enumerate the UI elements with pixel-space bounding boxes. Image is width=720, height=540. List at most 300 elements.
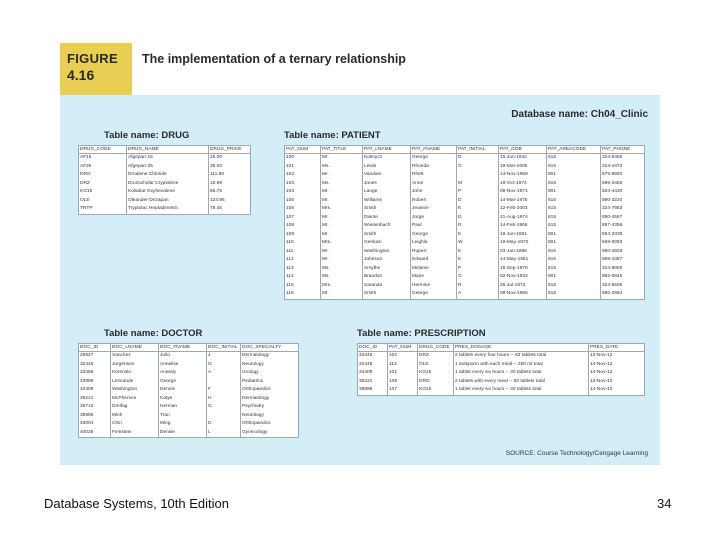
prescription-table-row xyxy=(358,378,645,387)
patient-table-cell: D xyxy=(457,214,499,223)
doctor-table-cell: 33456 xyxy=(79,369,111,378)
patient-table-cell: Smith xyxy=(363,205,411,214)
patient-table-cell: Saranda xyxy=(363,282,411,291)
drug-table-name: Table name: DRUG xyxy=(104,130,190,141)
doctor-table-cell: Jorgensen xyxy=(111,361,159,370)
patient-table-cell: 324-9006 xyxy=(601,265,645,274)
patient-table-cell: 14-May-1961 xyxy=(499,256,547,265)
patient-table-cell: 890-2984 xyxy=(601,290,645,299)
patient-table-cell: 12-Feb-2003 xyxy=(499,205,547,214)
patient-table-cell: Wiesenbach xyxy=(363,222,411,231)
doctor-table-cell: Orthopaedics xyxy=(241,386,299,395)
patient-table-cell: Mr. xyxy=(321,171,363,180)
patient-table-cell: 898-4387 xyxy=(601,256,645,265)
doctor-table-row xyxy=(79,395,299,404)
patient-table-row xyxy=(285,163,645,172)
patient-table-cell: 324-5456 xyxy=(601,154,645,163)
patient-table-cell: 324-7883 xyxy=(601,205,645,214)
prescription-table-cell: 2 tablets with every meal -- 60 tablets total xyxy=(454,378,589,387)
patient-table-cell: Leighla xyxy=(411,239,457,248)
doctor-column-header: DOC_ID xyxy=(79,344,111,352)
doctor-table-cell: McPherson xyxy=(111,395,159,404)
patient-table-row xyxy=(285,180,645,189)
drug-table-cell: Droalene Chloride xyxy=(127,171,209,180)
patient-table-cell: R xyxy=(457,282,499,291)
patient-table-cell: 890-3220 xyxy=(601,197,645,206)
prescription-table-cell: 109 xyxy=(388,378,418,387)
drug-table-row xyxy=(79,163,251,172)
patient-table-row xyxy=(285,273,645,282)
doctor-table-cell: 29827 xyxy=(79,352,111,361)
patient-column-header: PAT_DOB xyxy=(499,146,547,154)
doctor-table-row xyxy=(79,378,299,387)
patient-table-cell: 08-Nov-1971 xyxy=(499,188,547,197)
doctor-table-cell: Herman xyxy=(159,403,207,412)
patient-table-row xyxy=(285,265,645,274)
doctor-table-cell: 36712 xyxy=(79,403,111,412)
patient-table-cell: E xyxy=(457,256,499,265)
patient-table-cell: Ms. xyxy=(321,265,363,274)
prescription-column-header: DOC_ID xyxy=(358,344,388,352)
patient-table-cell: 108 xyxy=(285,222,321,231)
doctor-table-cell: 38995 xyxy=(79,412,111,421)
patient-table-cell: D xyxy=(457,197,499,206)
drug-table-row xyxy=(79,197,251,206)
patient-column-header: PAT_AREACODE xyxy=(547,146,601,154)
doctor-table-cell: George xyxy=(159,378,207,387)
patient-table-cell: Mrs. xyxy=(321,282,363,291)
patient-table-cell: 101 xyxy=(285,163,321,172)
patient-table-cell: K xyxy=(457,205,499,214)
doctor-table-cell: Minh xyxy=(111,412,159,421)
prescription-table-cell: KO15 xyxy=(418,386,454,395)
doctor-table-cell: 40028 xyxy=(79,429,111,438)
patient-table-name: Table name: PATIENT xyxy=(284,130,381,141)
doctor-table-row xyxy=(79,352,299,361)
patient-table-cell: Mrs. xyxy=(321,239,363,248)
doctor-table-cell: Denise xyxy=(159,429,207,438)
patient-table-cell: 898-3456 xyxy=(601,180,645,189)
patient-table-cell: 882-0845 xyxy=(601,273,645,282)
patient-table-cell: 100 xyxy=(285,154,321,163)
doctor-table-cell: J xyxy=(207,352,241,361)
drug-column-header: DRUG_CODE xyxy=(79,146,127,154)
drug-table-cell: AF15 xyxy=(79,154,127,163)
figure-label-number: 4.16 xyxy=(67,67,95,83)
drug-table-cell: Tryptolac Heptadimetric xyxy=(127,205,209,214)
doctor-table-cell: Gynecology xyxy=(241,429,299,438)
drug-table-cell: Koliabar Oxyhexalene xyxy=(127,188,209,197)
patient-column-header: PAT_PHONE xyxy=(601,146,645,154)
patient-table-cell: Rupert xyxy=(411,248,457,257)
patient-table-cell: P xyxy=(457,188,499,197)
doctor-table-cell: 36221 xyxy=(79,395,111,404)
prescription-table-cell: 113 xyxy=(388,361,418,370)
patient-table-cell: 890-4925 xyxy=(601,248,645,257)
patient-table-cell: 112 xyxy=(285,256,321,265)
patient-table-cell: Mr. xyxy=(321,188,363,197)
doctor-table-cell: Katye xyxy=(159,395,207,404)
patient-table-cell: Jorge xyxy=(411,214,457,223)
patient-table-cell: G xyxy=(457,163,499,172)
patient-table-cell: M xyxy=(457,180,499,189)
patient-table-cell: 615 xyxy=(547,290,601,299)
doctor-table-cell: 34409 xyxy=(79,386,111,395)
patient-table-cell: Mrs. xyxy=(321,205,363,214)
patient-table-cell: 615 xyxy=(547,154,601,163)
doctor-table-cell: Sanchez xyxy=(111,352,159,361)
drug-table-cell: DRO xyxy=(79,171,127,180)
patient-table-cell: Smythe xyxy=(363,265,411,274)
patient-table-cell: Mr. xyxy=(321,290,363,299)
patient-table-cell: Lange xyxy=(363,188,411,197)
figure-source: SOURCE: Course Technology/Cengage Learning xyxy=(505,450,648,457)
patient-table-cell: 615 xyxy=(547,248,601,257)
patient-table-cell: 324-5505 xyxy=(601,282,645,291)
doctor-column-header: DOC_SPECIALTY xyxy=(241,344,299,352)
patient-table-cell: 504-3339 xyxy=(601,231,645,240)
patient-table-cell: Washington xyxy=(363,248,411,257)
prescription-table-cell: 32445 xyxy=(358,361,388,370)
patient-table-row xyxy=(285,239,645,248)
patient-table-cell: Anne xyxy=(411,180,457,189)
doctor-table-cell: Pediatrics xyxy=(241,378,299,387)
figure-panel xyxy=(60,43,660,465)
doctor-table-row xyxy=(79,361,299,370)
doctor-table-row xyxy=(79,429,299,438)
patient-table-cell: 113 xyxy=(285,265,321,274)
patient-table-row xyxy=(285,222,645,231)
patient-table-row xyxy=(285,214,645,223)
patient-table-cell: 21-Aug-1974 xyxy=(499,214,547,223)
doctor-table-cell: Orthopaedics xyxy=(241,420,299,429)
prescription-table-row xyxy=(358,386,645,395)
patient-table-cell: 105 xyxy=(285,197,321,206)
prescription-table-name: Table name: PRESCRIPTION xyxy=(357,328,486,339)
patient-table-cell: 901 xyxy=(547,239,601,248)
doctor-table-cell xyxy=(207,412,241,421)
patient-table-cell: 504-4430 xyxy=(601,188,645,197)
drug-table-row xyxy=(79,171,251,180)
patient-table-cell: Edward xyxy=(411,256,457,265)
prescription-table-cell: DRO xyxy=(418,378,454,387)
patient-table-cell: 675-8993 xyxy=(601,171,645,180)
doctor-table-cell: H xyxy=(207,395,241,404)
prescription-table-cell: 1 tablet every six hours -- 30 tablets total xyxy=(454,369,589,378)
drug-table-cell: Druzocholar Cryptolene xyxy=(127,180,209,189)
doctor-column-header: DOC_INITIAL xyxy=(207,344,241,352)
prescription-table-cell: 14-Nov-12 xyxy=(589,386,645,395)
doctor-table-cell: Neurology xyxy=(241,412,299,421)
patient-table-cell: K xyxy=(457,231,499,240)
figure-header xyxy=(60,43,660,95)
prescription-table-cell: 107 xyxy=(388,386,418,395)
patient-table-cell: D xyxy=(457,154,499,163)
doctor-column-header: DOC_LNAME xyxy=(111,344,159,352)
drug-table-cell: TRYP xyxy=(79,205,127,214)
patient-column-header: PAT_LNAME xyxy=(363,146,411,154)
prescription-table-cell: 32445 xyxy=(358,352,388,361)
patient-table-cell: P xyxy=(457,265,499,274)
drug-table-cell: 111.89 xyxy=(209,171,251,180)
patient-table-cell: 02-Nov-1932 xyxy=(499,273,547,282)
patient-table-cell: George xyxy=(411,290,457,299)
patient-table-cell: 615 xyxy=(547,222,601,231)
patient-table-row xyxy=(285,290,645,299)
patient-table-row xyxy=(285,171,645,180)
drug-table-cell: Afgepan-25 xyxy=(127,163,209,172)
patient-table-cell: 615 xyxy=(547,214,601,223)
doctor-table-cell: Dermatology xyxy=(241,395,299,404)
patient-table-cell: 18-Jun-1961 xyxy=(499,231,547,240)
doctor-table-cell: D xyxy=(207,420,241,429)
figure-label-box xyxy=(60,43,132,95)
patient-table-cell: 615 xyxy=(547,205,601,214)
patient-table-cell: Mr. xyxy=(321,197,363,206)
patient-table-cell: George xyxy=(411,231,457,240)
patient-table-cell: Mr. xyxy=(321,231,363,240)
patient-table-cell: 897-4358 xyxy=(601,222,645,231)
drug-table-row xyxy=(79,205,251,214)
drug-table-cell: Afgepan-15 xyxy=(127,154,209,163)
drug-table-cell: Oleander-Drizapan xyxy=(127,197,209,206)
patient-table-cell: John xyxy=(411,188,457,197)
patient-table-cell: Hermine xyxy=(411,282,457,291)
patient-table-cell: 901 xyxy=(547,171,601,180)
doctor-table-cell: Julio xyxy=(159,352,207,361)
patient-table-cell: 901 xyxy=(547,273,601,282)
drug-column-header: DRUG_NAME xyxy=(127,146,209,154)
patient-table-cell: 901 xyxy=(547,188,601,197)
patient-table-cell: 19-Mar-2005 xyxy=(499,163,547,172)
drug-table-cell: OLE xyxy=(79,197,127,206)
patient-table-cell: 109 xyxy=(285,231,321,240)
patient-table-row xyxy=(285,197,645,206)
patient-table-cell: 15-Sep-1970 xyxy=(499,265,547,274)
patient-table-cell: 16-Oct-1974 xyxy=(499,180,547,189)
patient-table-cell xyxy=(457,171,499,180)
drug-table xyxy=(78,145,251,215)
patient-table-cell: Jones xyxy=(363,180,411,189)
patient-table-cell: Melanie xyxy=(411,265,457,274)
prescription-table-cell: 12-Nov-12 xyxy=(589,352,645,361)
patient-table-cell: 110 xyxy=(285,239,321,248)
doctor-table-row xyxy=(79,420,299,429)
prescription-table-cell: 34409 xyxy=(358,369,388,378)
doctor-table-cell: Dermatology xyxy=(241,352,299,361)
patient-table-cell: Williams xyxy=(363,197,411,206)
doctor-table-cell: L xyxy=(207,429,241,438)
patient-column-header: PAT_INITIAL xyxy=(457,146,499,154)
patient-table-cell: 615 xyxy=(547,265,601,274)
prescription-table-cell: 2 tablets every four hours -- 50 tablets total xyxy=(454,352,589,361)
patient-table-cell: 114 xyxy=(285,273,321,282)
prescription-column-header: PAT_NUM xyxy=(388,344,418,352)
patient-table-cell: Mr. xyxy=(321,256,363,265)
patient-table-cell: Rhonda xyxy=(411,163,457,172)
doctor-table-cell: Annelise xyxy=(159,361,207,370)
doctor-table-cell: Dennis xyxy=(159,386,207,395)
patient-table-cell: R xyxy=(457,222,499,231)
patient-table-cell: 103 xyxy=(285,180,321,189)
patient-table-cell: G xyxy=(457,273,499,282)
patient-table-cell: 14-Mar-1975 xyxy=(499,197,547,206)
doctor-table xyxy=(78,343,299,438)
doctor-table-cell: Washington xyxy=(111,386,159,395)
patient-table-cell: 14-Nov-1958 xyxy=(499,171,547,180)
patient-table-cell: Ms. xyxy=(321,273,363,282)
drug-table-cell: 18.99 xyxy=(209,180,251,189)
doctor-table-cell: Dreifag xyxy=(111,403,159,412)
doctor-table-cell xyxy=(207,378,241,387)
doctor-table-cell: Urology xyxy=(241,369,299,378)
drug-table-row xyxy=(79,154,251,163)
patient-table-row xyxy=(285,256,645,265)
drug-table-cell: 25.00 xyxy=(209,154,251,163)
drug-table-cell: 79.45 xyxy=(209,205,251,214)
patient-table-row xyxy=(285,205,645,214)
drug-table-row xyxy=(79,188,251,197)
patient-table-cell: 14-Feb-1966 xyxy=(499,222,547,231)
patient-table-cell: Marie xyxy=(411,273,457,282)
doctor-table-cell: 32445 xyxy=(79,361,111,370)
prescription-table-cell: 14-Nov-12 xyxy=(589,361,645,370)
patient-table-cell: 615 xyxy=(547,197,601,206)
patient-table-cell: 116 xyxy=(285,290,321,299)
drug-table-cell: 123.95 xyxy=(209,197,251,206)
patient-table-cell: Robert xyxy=(411,197,457,206)
prescription-table-cell: OLE xyxy=(418,361,454,370)
patient-column-header: PAT_TITLE xyxy=(321,146,363,154)
prescription-table-row xyxy=(358,361,645,370)
drug-table-cell: AF25 xyxy=(79,163,127,172)
patient-table-cell: E xyxy=(457,248,499,257)
doctor-table-cell: G xyxy=(207,361,241,370)
doctor-table-name: Table name: DOCTOR xyxy=(104,328,203,339)
doctor-table-row xyxy=(79,412,299,421)
doctor-column-header: DOC_FNAME xyxy=(159,344,207,352)
doctor-table-row xyxy=(79,386,299,395)
patient-table-cell: 102 xyxy=(285,171,321,180)
doctor-table-cell: 33989 xyxy=(79,378,111,387)
patient-table-cell: 615 xyxy=(547,256,601,265)
patient-table-row xyxy=(285,282,645,291)
patient-table-cell: A xyxy=(457,290,499,299)
patient-table-row xyxy=(285,188,645,197)
prescription-table-cell: 1 teaspoon with each meal -- 250 ml total xyxy=(454,361,589,370)
prescription-table-row xyxy=(358,352,645,361)
prescription-column-header: PRES_DOSAGE xyxy=(454,344,589,352)
drug-table-cell: DRZ xyxy=(79,180,127,189)
patient-table-cell: 615 xyxy=(547,163,601,172)
patient-table-cell: Genkazi xyxy=(363,239,411,248)
prescription-table xyxy=(357,343,645,396)
prescription-table-cell: 14-Nov-12 xyxy=(589,369,645,378)
patient-table-cell: Vandam xyxy=(363,171,411,180)
doctor-table-cell: Feinstein xyxy=(111,429,159,438)
patient-table-cell: Rhett xyxy=(411,171,457,180)
patient-table-cell: George xyxy=(411,154,457,163)
patient-table-cell: 19-May-1970 xyxy=(499,239,547,248)
doctor-table-cell: Anatoly xyxy=(159,369,207,378)
prescription-table-cell: KO15 xyxy=(418,369,454,378)
patient-table-cell: 03-Jan-1966 xyxy=(499,248,547,257)
patient-column-header: PAT_FNAME xyxy=(411,146,457,154)
patient-table-row xyxy=(285,154,645,163)
drug-column-header: DRUG_PRICE xyxy=(209,146,251,154)
doctor-table-cell: A xyxy=(207,369,241,378)
drug-table-cell: KO15 xyxy=(79,188,127,197)
patient-table-cell: 111 xyxy=(285,248,321,257)
prescription-table-cell: 102 xyxy=(388,352,418,361)
patient-table-cell: Mr. xyxy=(321,248,363,257)
doctor-table-cell: Korenski xyxy=(111,369,159,378)
drug-table-cell: 35.00 xyxy=(209,163,251,172)
patient-table-cell: Brandon xyxy=(363,273,411,282)
patient-table-cell: 890-4567 xyxy=(601,214,645,223)
patient-table-cell: 08-Nov-1965 xyxy=(499,290,547,299)
footer-book-title: Database Systems, 10th Edition xyxy=(44,496,229,511)
patient-table-cell: Smith xyxy=(363,231,411,240)
doctor-table-cell: 40004 xyxy=(79,420,111,429)
database-name: Database name: Ch04_Clinic xyxy=(511,109,648,120)
doctor-table-row xyxy=(79,369,299,378)
doctor-table-cell: Tran xyxy=(159,412,207,421)
patient-table-cell: 106 xyxy=(285,205,321,214)
prescription-column-header: DRUG_CODE xyxy=(418,344,454,352)
patient-table-cell: 104 xyxy=(285,188,321,197)
patient-table-cell: Johnson xyxy=(363,256,411,265)
patient-table-cell: Ms. xyxy=(321,163,363,172)
patient-column-header: PAT_NUM xyxy=(285,146,321,154)
prescription-table-row xyxy=(358,369,645,378)
patient-table-cell: Smith xyxy=(363,290,411,299)
patient-table-cell: 569-0093 xyxy=(601,239,645,248)
patient-table-cell: Ms. xyxy=(321,180,363,189)
patient-table-cell: Diante xyxy=(363,214,411,223)
prescription-table-cell: DRZ xyxy=(418,352,454,361)
patient-table xyxy=(284,145,645,300)
patient-table-cell: 15-Jun-1942 xyxy=(499,154,547,163)
prescription-table-cell: 1 tablet every six hours -- 30 tablets total xyxy=(454,386,589,395)
patient-table-row xyxy=(285,231,645,240)
patient-table-cell: W xyxy=(457,239,499,248)
patient-table-cell: Lewis xyxy=(363,163,411,172)
doctor-table-cell: G xyxy=(207,403,241,412)
prescription-table-cell: 38995 xyxy=(358,386,388,395)
footer-page-number: 34 xyxy=(657,496,672,511)
prescription-table-cell: 101 xyxy=(388,369,418,378)
patient-table-cell: Mr. xyxy=(321,154,363,163)
figure-label-word: FIGURE xyxy=(67,51,118,66)
patient-table-cell: 324-4472 xyxy=(601,163,645,172)
doctor-table-cell: Psychiatry xyxy=(241,403,299,412)
prescription-table-cell: 36221 xyxy=(358,378,388,387)
patient-table-cell: Paul xyxy=(411,222,457,231)
patient-table-cell: 615 xyxy=(547,282,601,291)
patient-table-cell: 115 xyxy=(285,282,321,291)
doctor-table-cell: Ming xyxy=(159,420,207,429)
patient-table-cell: Kolmycz xyxy=(363,154,411,163)
doctor-table-cell: F xyxy=(207,386,241,395)
patient-table-cell: 615 xyxy=(547,180,601,189)
patient-table-cell: Mr. xyxy=(321,214,363,223)
patient-table-row xyxy=(285,248,645,257)
patient-table-cell: 901 xyxy=(547,231,601,240)
drug-table-row xyxy=(79,180,251,189)
prescription-table-cell: 12-Nov-12 xyxy=(589,378,645,387)
prescription-column-header: PRES_DATE xyxy=(589,344,645,352)
